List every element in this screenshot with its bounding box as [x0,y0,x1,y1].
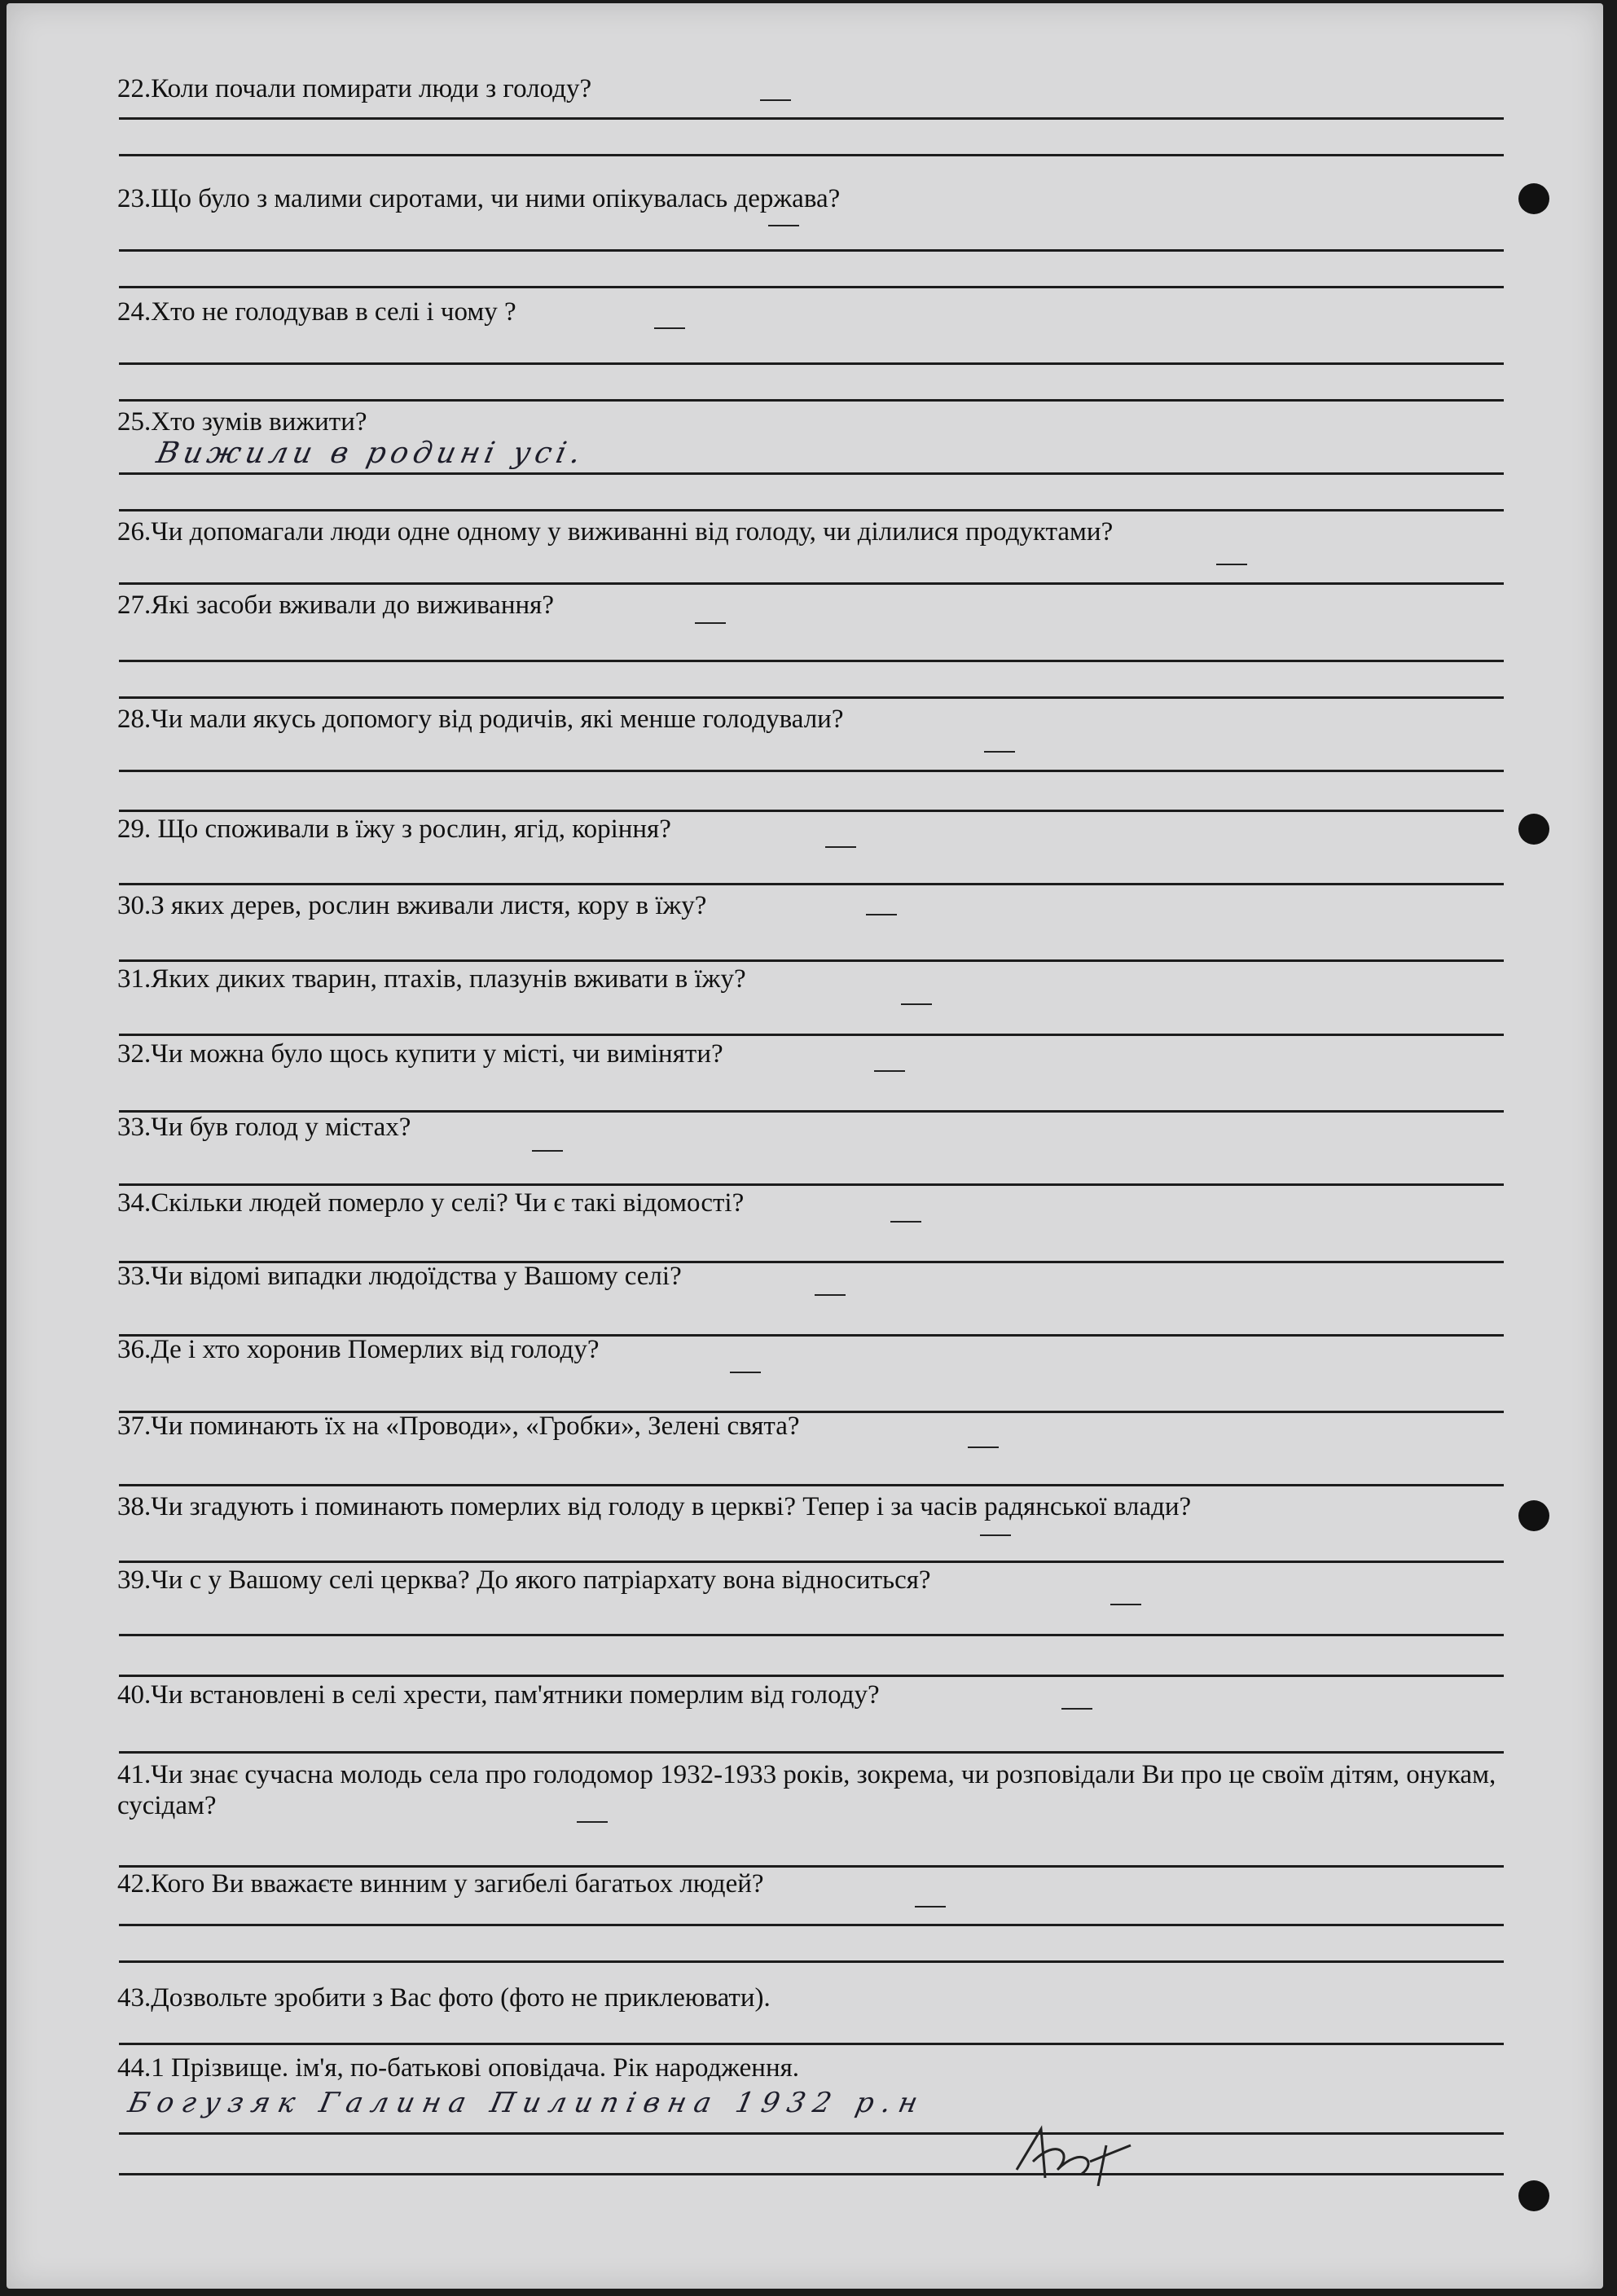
answer-line [119,2132,1504,2135]
question-22: 22.Коли почали помирати люди з голоду? [117,74,592,103]
answer-line [119,362,1504,365]
answer-dash [695,622,726,624]
punch-hole [1518,183,1549,214]
answer-line [119,117,1504,120]
answer-line [119,1960,1504,1963]
question-32: 32.Чи можна було щось купити у місті, чи виміняти? [117,1039,723,1069]
answer-dash [760,99,791,101]
question-24: 24.Хто не голодував в селі і чому ? [117,297,516,327]
answer-line [119,2043,1504,2045]
question-35: 33.Чи відомі випадки людоїдства у Вашому селі? [117,1262,682,1291]
answer-dash [980,1534,1011,1536]
answer-44-handwritten: Богузяк Галина Пилипівна 1932 р.н [125,2087,929,2119]
question-30: 30.З яких дерев, рослин вживали листя, кору в їжу? [117,891,707,920]
answer-line [119,399,1504,402]
answer-dash [915,1906,946,1907]
answer-line [119,696,1504,699]
answer-dash [825,846,856,848]
answer-dash [984,751,1015,753]
answer-dash [866,914,897,915]
answer-dash [815,1294,846,1296]
answer-dash [730,1372,761,1373]
answer-line [119,660,1504,662]
answer-line [119,154,1504,156]
answer-line [119,509,1504,511]
answer-line [119,582,1504,585]
answer-line [119,1183,1504,1186]
question-25: 25.Хто зумів вижити? [117,407,367,437]
answer-line [119,810,1504,812]
answer-line [119,1675,1504,1677]
question-27: 27.Які засоби вживали до виживання? [117,590,554,620]
punch-hole [1518,2180,1549,2211]
question-40: 40.Чи встановлені в селі хрести, пам'ятники померлим від голоду? [117,1680,880,1710]
answer-line [119,1034,1504,1036]
punch-hole [1518,1500,1549,1531]
question-44: 44.1 Прізвище. ім'я, по-батькові оповідача. Рік народження. [117,2053,800,2083]
answer-dash [654,327,685,329]
answer-dash [1216,564,1247,565]
answer-line [119,1865,1504,1868]
question-43: 43.Дозвольте зробити з Вас фото (фото не приклеювати). [117,1983,771,2013]
answer-dash [874,1070,905,1072]
question-36: 36.Де і хто хоронив Померлих від голоду? [117,1335,600,1364]
question-34: 34.Скільки людей померло у селі? Чи є такі відомості? [117,1188,745,1218]
answer-line [119,1561,1504,1563]
answer-dash [1061,1708,1092,1710]
answer-dash [901,1003,932,1005]
answer-dash [768,225,799,226]
question-31: 31.Яких диких тварин, птахів, плазунів вживати в їжу? [117,964,746,994]
question-29: 29. Що споживали в їжу з рослин, ягід, коріння? [117,814,671,844]
question-39: 39.Чи с у Вашому селі церква? До якого патріархату вона відноситься? [117,1565,931,1595]
answer-dash [532,1150,563,1152]
answer-line [119,1751,1504,1754]
answer-line [119,249,1504,252]
answer-dash [1110,1604,1141,1605]
question-33: 33.Чи був голод у містах? [117,1113,411,1142]
signature-image [1008,2113,1155,2186]
question-28: 28.Чи мали якусь допомогу від родичів, які менше голодували? [117,705,844,734]
answer-dash [890,1221,921,1223]
answer-line [119,1484,1504,1486]
answer-dash [968,1447,999,1448]
questionnaire-page [7,3,1603,2289]
answer-line [119,286,1504,288]
answer-line [119,959,1504,962]
question-37: 37.Чи поминають їх на «Проводи», «Гробки», Зелені свята? [117,1411,800,1441]
answer-25-handwritten: Вижили в родині усі. [153,437,589,470]
question-38: 38.Чи згадують і поминають померлих від голоду в церкві? Тепер і за часів радянської влади? [117,1492,1192,1521]
answer-dash [577,1821,608,1823]
answer-line [119,472,1504,475]
answer-line [119,1634,1504,1636]
answer-line [119,1924,1504,1926]
answer-line [119,883,1504,885]
question-42: 42.Кого Ви вважаєте винним у загибелі багатьох людей? [117,1869,764,1899]
punch-hole [1518,814,1549,845]
question-26: 26.Чи допомагали люди одне одному у виживанні від голоду, чи ділилися продуктами? [117,517,1114,547]
answer-line [119,770,1504,772]
question-41: 41.Чи знає сучасна молодь села про голодомор 1932-1933 років, зокрема, чи розповідали Ви про це своїм дітям, онукам, сусідам? [117,1760,1496,1820]
question-23: 23.Що було з малими сиротами, чи ними опікувалась держава? [117,184,841,213]
answer-line [119,2173,1504,2175]
